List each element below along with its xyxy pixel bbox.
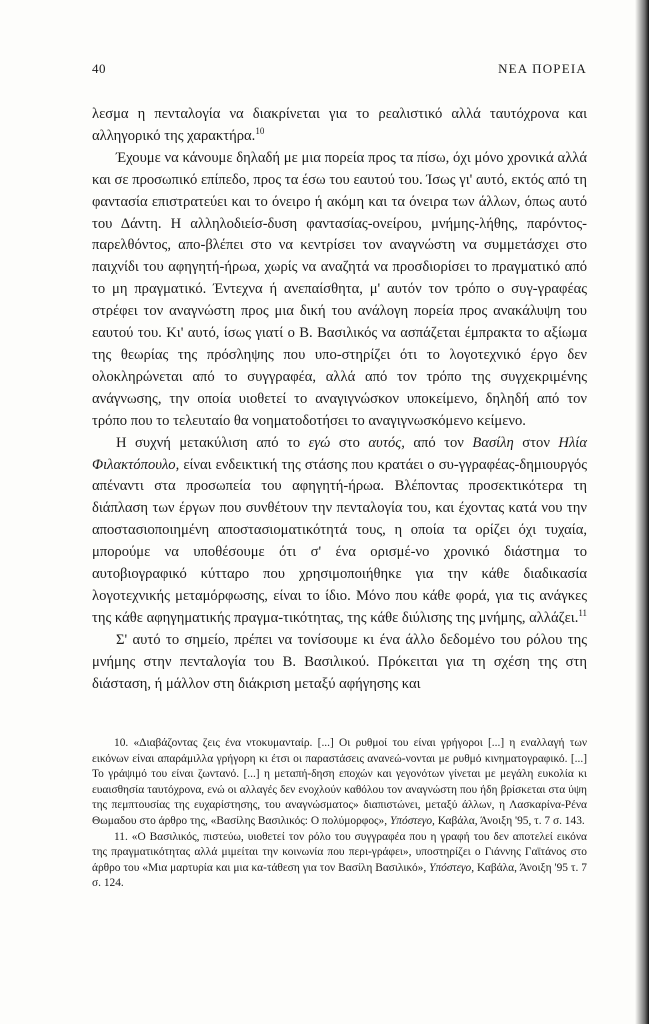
paragraph-2: Έχουμε να κάνουμε δηλαδή με μια πορεία προς τα πίσω, όχι μόνο χρονικά αλλά και σε προσωπικό επίπεδο, προς τα έσω του εαυτού του. Ίσως γι' αυτό, εκτός από τη φαντασία επιστρατεύει και το όνειρο ή ακόμη και τα όνειρα των άλλων, όπως αυτό του Δάντη. Η αλληλοδιείσ-δυση φαντασίας-ονείρου, μνήμης-λήθης, παρόντος-παρελθόντος, απο-βλέπει στο να κεντρίσει τον αναγνώστη να συμμετάσχει στο παιχνίδι του αφηγητή-ήρωα, χωρίς να αναζητά να προσδιορίσει το πραγματικό από το μη πραγματικό. Έντεχνα ή ανεπαίσθητα, μ' αυτόν τον τρόπο ο συγ-γραφέας στρέφει τον αναγνώστη προς μια δική του ανάλογη πορεία προς ανακάλυψη του εαυτού του. Κι' αυτό, ίσως γιατί ο Β. Βασιλικός να ασπάζεται έμπρακτα το αξίωμα της θεωρίας της πρόσληψης που υπο-στηρίζει ότι το λογοτεχνικό έργο δεν ολοκληρώνεται από το συγγραφέα, αλλά από τον τρόπο της συγχεκριμένης ανάγνωσης, την οποία υιοθετεί το αναγιγνώσκον υποκείμενο, δηληδή από τον τρόπο που το τελευταίο θα νοηματοδοτήσει το αναγιγνωσκόμενο κείμενο. [92,149,587,429]
p3-italic-1: εγώ [308,434,331,451]
footnote-10-source: Καβάλα, Άνοιξη '95, τ. 7 σ. 143. [434,814,585,827]
footnote-10 [92,736,587,830]
paragraph-1 [92,104,587,148]
p3-italic-3: Βασίλη [472,434,514,451]
footnote-11-italic: Υπόστεγο, [429,861,475,874]
p3-text-d: στον [513,434,559,451]
footnotes [92,736,587,892]
paragraph-4: Σ' αυτό το σημείο, πρέπει να τονίσουμε κι ένα άλλο δεδομένο του ρόλου της μνήμης στην πενταλογία του Β. Βασιλικού. Πρόκειται για τη σχέση της στη διάσταση, ή μάλλον στη διάκριση μεταξύ αφήγησης και [92,631,587,692]
p3-text-c: από τον [404,434,473,451]
paragraph-3 [92,433,587,630]
footnote-11-source: Καβάλα, Άνοιξη '95 τ. 7 σ. 124. [92,861,588,890]
p3-italic-4: Ηλία Φιλακτόπουλο, [92,434,587,473]
paragraph-1-text: λεσμα η πενταλογία να διακρίνεται για το ρεαλιστικό αλλά ταυτόχρονα και αλληγορικό της χαρακτήρα. [92,106,587,144]
page-number: 40 [92,61,106,76]
page-edge-shadow [635,0,649,1024]
page-header [92,61,587,81]
p3-text-b: στο [330,434,369,451]
footnote-ref-10: 10 [255,126,265,137]
p3-text-e: είναι ενδεικτική της στάσης που κρατάει ο συ-γγραφέας-δημιουργός απέναντι στα προσωπεία του αφηγητή-ήρωα. Βλέποντας προσεκτικότερα τη διάπλαση των έργων που συνθέτουν την πενταλογία του, και έχοντας κατά νου την αποστασιοποιημένη αποστασιοματικότητά τους, η οποία τα ορίζει όχι τυχαία, μπορούμε να υποθέσουμε ότι σ' ένα ορισμέ-νο χρονικό διάστημα το αυτοβιογραφικό κύτταρο που χρησιμοποιήθηκε για την κάθε διαδικασία λογοτεχνικής μεταμόρφωσης, είναι το ίδιο. Μόνο που κάθε φορά, για τις ανάγκες της κάθε αφηγηματικής πραγμα-τικότητας, της κάθε διύλισης της μνήμης, αλλάζει. [92,456,587,626]
footnote-11 [92,830,587,892]
footnote-ref-11: 11 [578,607,588,618]
p3-text-a: Η συχνή μετακύλιση από το [116,434,309,451]
body-text [92,104,587,695]
running-head: ΝΕΑ ΠΟΡΕΙΑ [498,61,587,76]
footnote-10-text: 10. «Διαβάζοντας ζεις ένα ντοκυμανταίρ. [...] Οι ρυθμοί του είναι γρήγοροι [...] η εναλλαγή των εικόνων είναι απαράμιλλα γρήγορη κι έτσι οι παραστάσεις ανανεώ-νονται με ρυθμό κινηματογραφικό. [...] Το γράψιμό του είναι ζωντανό. [...] η μεταπή-δηση εποχών και γεγονότων γίνεται με μεγάλη ευκολία κι ευαισθησία ταυτόχρονα, ενώ οι αλλαγές δεν ενοχλούν καθόλου τον αναγνώστη που ήδη βρίσκεται στα ύψη της πεμπτουσίας της ευχαρίστησης, του αναγνώσματος» διαπιστώνει, μεταξύ άλλων, η Λασκαρίνα-Ρένα Θωμαδου στο άρθρο της, «Βασίλης Βασιλικός: Ο πολύμορφος», [92,737,587,827]
footnote-10-italic: Υπόστεγο, [389,814,435,827]
footnote-11-text: 11. «Ο Βασιλικός, πιστεύω, υιοθετεί τον ρόλο του συγγραφέα που η γραφή του δεν αποτελεί εικόνα της πραγματικότητας αλλά μιμείται την κοινωνία που περι-γράφει», υποστηρίζει ο Γιάννης Γαϊτάνος στο άρθρο του «Μια μαρτυρία και μια κα-τάθεση για τον Βασίλη Βασιλικό», [92,830,587,874]
p3-italic-2: αυτός, [368,434,405,451]
